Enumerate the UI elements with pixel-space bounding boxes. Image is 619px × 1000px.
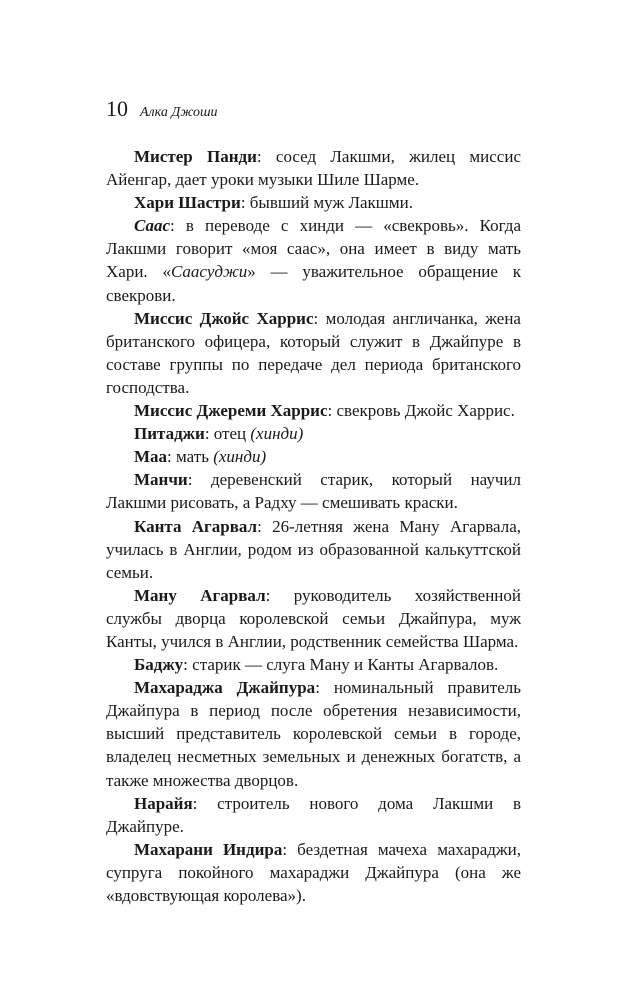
list-item (106, 468, 521, 514)
list-item (106, 792, 521, 838)
italic-term: Саасуджи (170, 262, 248, 282)
character-name: Маа (134, 447, 168, 467)
character-description: : сосед Лакшми, жилец миссис Айенгар, дает уроки музыки Шиле Шарме. (106, 147, 521, 190)
list-item (106, 214, 521, 306)
character-description: : руководитель хозяйственной службы дворца королевской семьи Джайпура, муж Канты, учился в Англии, родственник семейства Шарма. (106, 585, 521, 651)
character-description: : свекровь Джойс Харрис. (327, 401, 515, 421)
character-name: Канта Агарвал (134, 516, 258, 536)
list-item (106, 838, 521, 907)
character-description: : деревенский старик, который научил Лакшми рисовать, а Радху — смешивать краски. (106, 470, 521, 513)
character-description: : номинальный правитель Джайпура в период после обретения независимости, высший представитель королевской семьи в городе, владелец несметных земельных и денежных богатств, а также множества дворцов. (106, 678, 521, 790)
character-description: : 26-летняя жена Ману Агарвала, училась в Англии, родом из образованной калькуттской семьи. (106, 516, 521, 582)
list-item (106, 653, 521, 676)
character-name: Махарани Индира (134, 839, 283, 859)
character-name: Баджу (134, 655, 184, 675)
character-name: Ману Агарвал (134, 585, 266, 605)
character-name: Миссис Джереми Харрис (134, 401, 328, 421)
list-item (106, 145, 521, 191)
character-name (134, 216, 170, 235)
character-name: Миссис Джойс Харрис (134, 308, 314, 328)
page-number: 10 (106, 96, 128, 121)
character-name: Питаджи (134, 424, 205, 444)
character-list (106, 145, 521, 907)
page-header (106, 96, 218, 122)
character-description: : в переводе с хинди — «свекровь». Когда Лакшми говорит «моя саас», она имеет в виду мать Хари. « (106, 216, 521, 282)
language-note: (хинди) (213, 447, 267, 467)
list-item (106, 445, 521, 468)
character-description: : строитель нового дома Лакшми в Джайпуре. (106, 793, 521, 836)
list-item (106, 422, 521, 445)
character-name: Манчи (134, 470, 188, 490)
character-description: : старик — слуга Ману и Канты Агарвалов. (183, 655, 499, 675)
list-item (106, 307, 521, 399)
list-item (106, 515, 521, 584)
list-item (106, 676, 521, 791)
list-item (106, 399, 521, 422)
character-name: Нарайя (134, 793, 193, 813)
character-description: : мать (167, 447, 214, 467)
list-item (106, 584, 521, 653)
list-item (106, 191, 521, 214)
character-description: : молодая англичанка, жена британского офицера, который служит в Джайпуре в составе группы по передаче дел периода британского господства. (106, 308, 521, 397)
character-name: Хари Шастри (134, 193, 241, 213)
character-description: : бывший муж Лакшми. (240, 193, 413, 213)
term-italic: Саас (134, 216, 171, 236)
character-description: : отец (204, 424, 251, 444)
character-description: : бездетная мачеха махараджи, супруга покойного махараджи Джайпура (она же «вдовствующая королева»). (106, 839, 521, 905)
language-note: (хинди) (250, 424, 304, 444)
running-head: Алка Джоши (140, 105, 218, 120)
character-description-end: » — уважительное обращение к свекрови. (106, 262, 521, 305)
character-name: Махараджа Джайпура (134, 678, 316, 698)
character-name: Мистер Панди (134, 147, 257, 166)
